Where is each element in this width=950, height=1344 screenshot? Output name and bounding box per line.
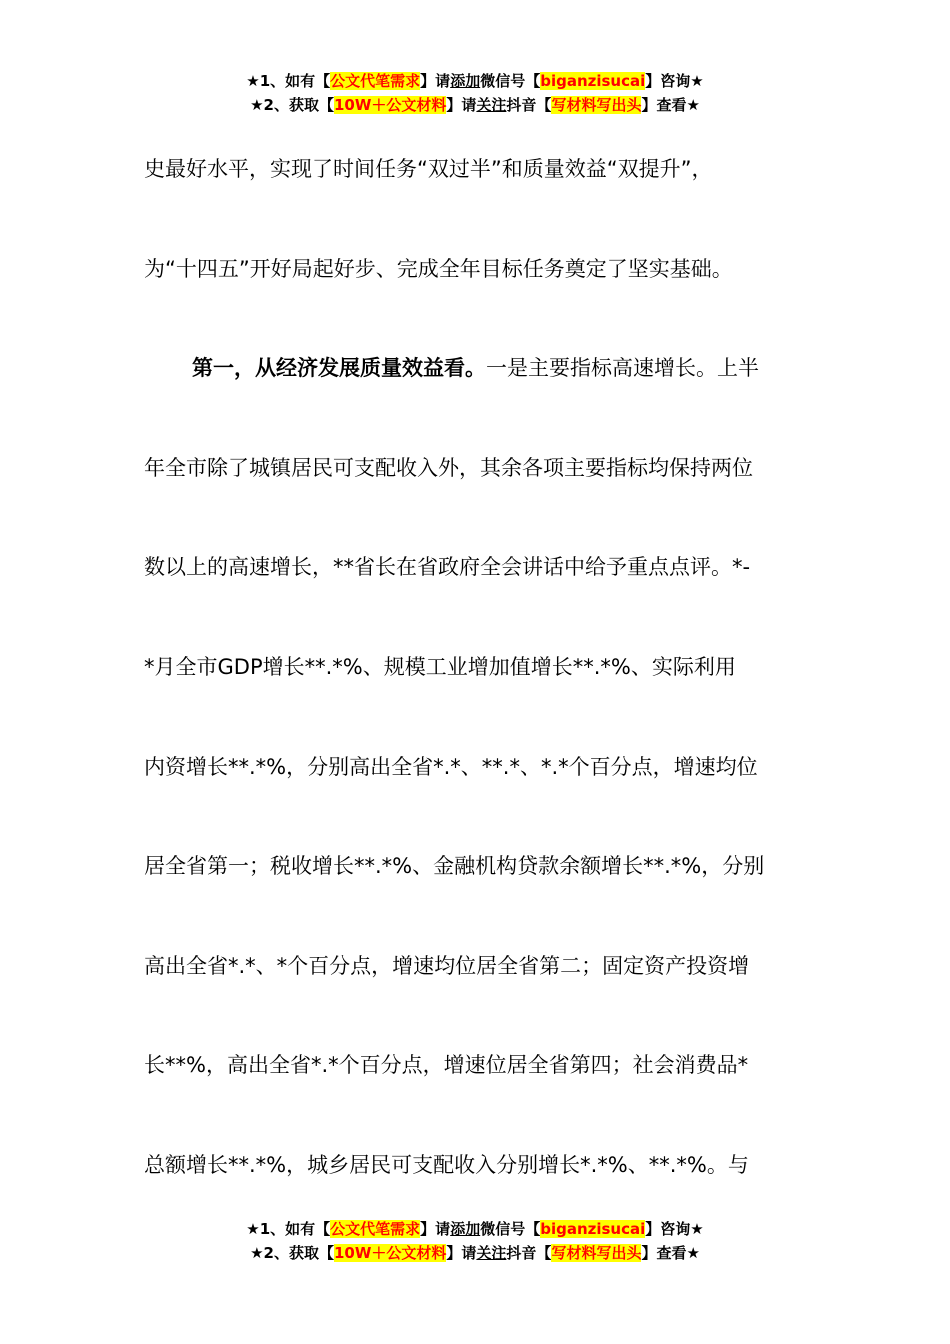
- douyin-highlight: 写材料写出头: [551, 96, 642, 114]
- footer-banner: [0, 1217, 950, 1265]
- material-highlight: 10W＋公文材料: [333, 1244, 447, 1262]
- service-highlight: 公文代笔需求: [330, 72, 421, 90]
- header-banner-line-2: ★2、获取【10W＋公文材料】请关注抖音【写材料写出头】查看★: [250, 96, 700, 114]
- text-line: 总额增长**.*%，城乡居民可支配收入分别增长*.*%、**.*%。与: [144, 1152, 749, 1177]
- material-highlight: 10W＋公文材料: [333, 96, 447, 114]
- document-body: [144, 120, 806, 1216]
- text-line: *月全市GDP增长**.*%、规模工业增加值增长**.*%、实际利用: [144, 654, 736, 679]
- paragraph-heading-line: 第一，从经济发展质量效益看。一是主要指标高速增长。上半: [192, 356, 759, 381]
- wechat-id-highlight: biganzisucai: [540, 72, 646, 90]
- text-line: 居全省第一；税收增长**.*%、金融机构贷款余额增长**.*%，分别: [144, 854, 765, 879]
- footer-banner-line-1: ★1、如有【公文代笔需求】请添加微信号【biganzisucai】咨询★: [246, 1220, 704, 1238]
- footer-banner-line-2: ★2、获取【10W＋公文材料】请关注抖音【写材料写出头】查看★: [250, 1244, 700, 1262]
- header-banner: [0, 69, 950, 117]
- header-banner-line-1: ★1、如有【公文代笔需求】请添加微信号【biganzisucai】咨询★: [246, 72, 704, 90]
- service-highlight: 公文代笔需求: [330, 1220, 421, 1238]
- text-line: 史最好水平，实现了时间任务“双过半”和质量效益“双提升”，: [144, 157, 713, 181]
- text-line: 高出全省*.*、*个百分点，增速均位居全省第二；固定资产投资增: [144, 953, 750, 978]
- text-line: 内资增长**.*%，分别高出全省*.*、**.*、*.*个百分点，增速均位: [144, 754, 758, 779]
- text-line: 年全市除了城镇居民可支配收入外，其余各项主要指标均保持两位: [144, 455, 753, 480]
- text-line: 为“十四五”开好局起好步、完成全年目标任务奠定了坚实基础。: [144, 256, 733, 281]
- text-line: 数以上的高速增长，**省长在省政府全会讲话中给予重点点评。*-: [144, 555, 751, 580]
- paragraph-heading: 第一，从经济发展质量效益看。: [192, 356, 486, 381]
- text-line: 长**%，高出全省*.*个百分点，增速位居全省第四；社会消费品*: [144, 1053, 749, 1078]
- douyin-highlight: 写材料写出头: [551, 1244, 642, 1262]
- wechat-id-highlight: biganzisucai: [540, 1220, 646, 1238]
